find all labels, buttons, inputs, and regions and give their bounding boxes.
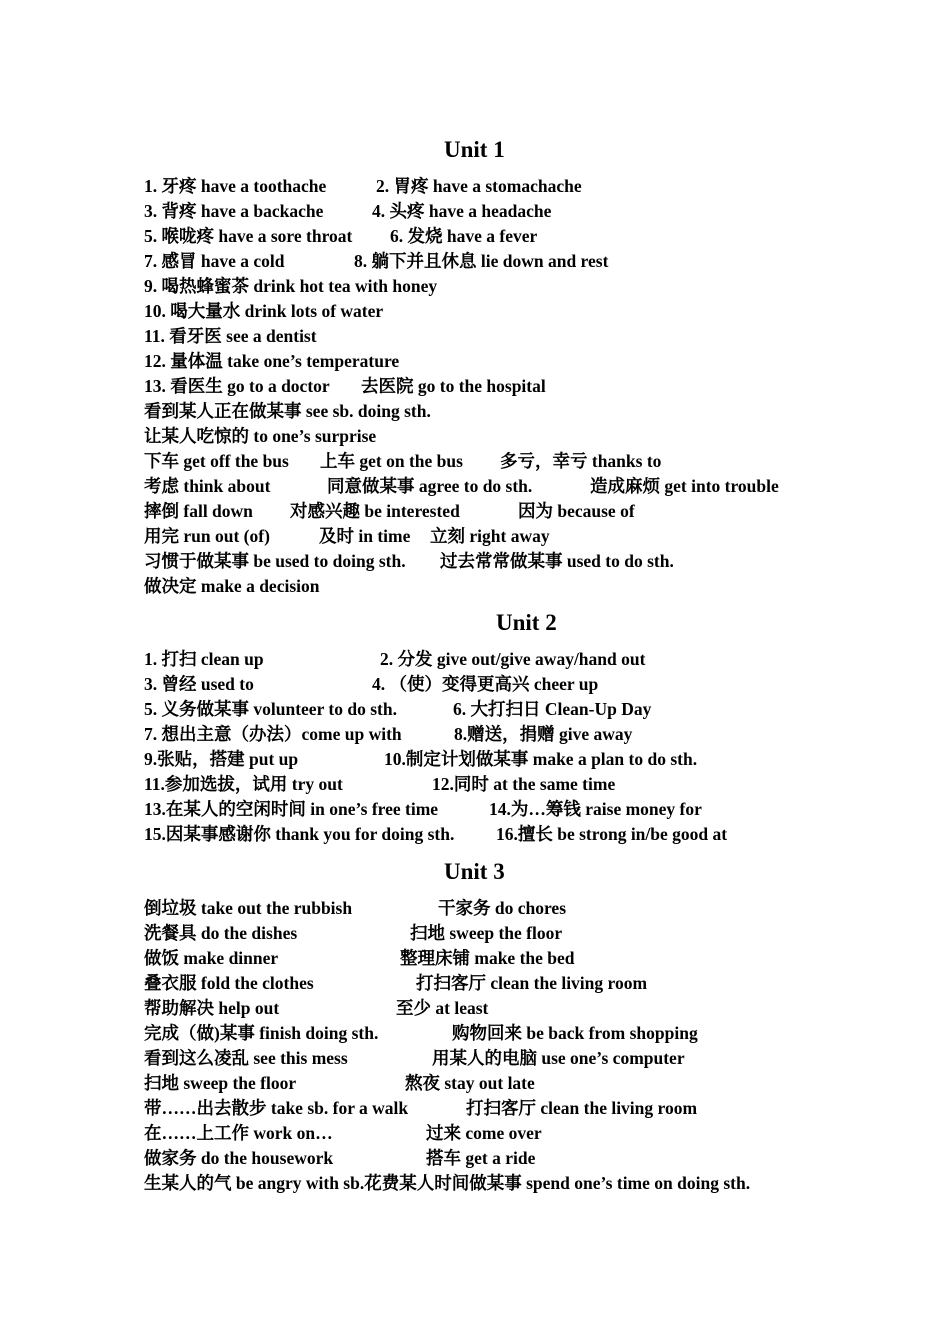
vocab-entry: 15.因某事感谢你 thank you for doing sth. (144, 824, 455, 844)
vocab-entry: 带……出去散步 take sb. for a walk (144, 1098, 409, 1118)
unit-3-title: Unit 3 (444, 859, 505, 884)
vocab-entry: 洗餐具 do the dishes (144, 923, 298, 943)
vocab-entry: 13.在某人的空闲时间 in one’s free time (144, 799, 439, 819)
vocab-entry: 5. 喉咙疼 have a sore throat (144, 226, 353, 246)
vocab-entry: 10. 喝大量水 drink lots of water (144, 301, 384, 321)
vocab-entry: 13. 看医生 go to a doctor (144, 376, 330, 396)
vocab-entry: 4. （使）变得更高兴 cheer up (372, 674, 599, 694)
vocab-entry: 立刻 right away (430, 526, 550, 546)
vocab-entry: 在……上工作 work on… (144, 1123, 333, 1143)
vocab-entry: 造成麻烦 get into trouble (590, 476, 779, 496)
vocab-entry: 7. 感冒 have a cold (144, 251, 285, 271)
vocab-entry: 10.制定计划做某事 make a plan to do sth. (384, 749, 698, 769)
vocab-entry: 做饭 make dinner (144, 948, 279, 968)
vocab-entry: 9. 喝热蜂蜜茶 drink hot tea with honey (144, 276, 438, 296)
vocab-entry: 倒垃圾 take out the rubbish (144, 898, 353, 918)
vocab-entry: 2. 胃疼 have a stomachache (376, 176, 582, 196)
vocab-entry: 至少 at least (396, 998, 489, 1018)
unit-2-title: Unit 2 (496, 610, 557, 635)
vocab-entry: 整理床铺 make the bed (400, 948, 575, 968)
vocab-entry: 11. 看牙医 see a dentist (144, 326, 317, 346)
vocab-entry: 因为 because of (518, 501, 635, 521)
vocab-entry: 6. 大打扫日 Clean-Up Day (453, 699, 652, 719)
vocab-entry: 购物回来 be back from shopping (452, 1023, 698, 1043)
vocab-entry: 4. 头疼 have a headache (372, 201, 552, 221)
vocab-entry: 12. 量体温 take one’s temperature (144, 351, 400, 371)
vocab-entry: 3. 曾经 used to (144, 674, 254, 694)
vocab-entry: 多亏，幸亏 thanks to (500, 451, 662, 471)
vocab-entry: 下车 get off the bus (144, 451, 289, 471)
vocab-entry: 同意做某事 agree to do sth. (327, 476, 533, 496)
vocab-entry: 8. 躺下并且休息 lie down and rest (354, 251, 609, 271)
vocab-entry: 过来 come over (426, 1123, 542, 1143)
vocab-entry: 9.张贴，搭建 put up (144, 749, 299, 769)
vocab-entry: 8.赠送，捐赠 give away (454, 724, 633, 744)
vocab-entry: 16.擅长 be strong in/be good at (496, 824, 728, 844)
vocab-entry: 打扫客厅 clean the living room (416, 973, 648, 993)
vocab-entry: 14.为…筹钱 raise money for (489, 799, 702, 819)
vocab-entry: 扫地 sweep the floor (410, 923, 563, 943)
vocab-entry: 熬夜 stay out late (405, 1073, 535, 1093)
vocab-entry: 7. 想出主意（办法）come up with (144, 724, 402, 744)
vocab-entry: 让某人吃惊的 to one’s surprise (144, 426, 377, 446)
vocab-entry: 12.同时 at the same time (432, 774, 616, 794)
vocab-entry: 看到某人正在做某事 see sb. doing sth. (144, 401, 431, 421)
vocab-entry: 帮助解决 help out (144, 998, 280, 1018)
vocab-entry: 扫地 sweep the floor (144, 1073, 297, 1093)
vocab-entry: 去医院 go to the hospital (361, 376, 546, 396)
unit-1-title: Unit 1 (444, 137, 505, 162)
vocab-entry: 干家务 do chores (438, 898, 567, 918)
vocab-entry: 摔倒 fall down (144, 501, 253, 521)
vocab-entry: 5. 义务做某事 volunteer to do sth. (144, 699, 397, 719)
vocab-entry: 3. 背疼 have a backache (144, 201, 324, 221)
vocab-entry: 叠衣服 fold the clothes (144, 973, 314, 993)
vocab-entry: 打扫客厅 clean the living room (466, 1098, 698, 1118)
vocab-entry: 做家务 do the housework (144, 1148, 334, 1168)
vocab-entry: 1. 牙疼 have a toothache (144, 176, 327, 196)
vocab-entry: 过去常常做某事 used to do sth. (440, 551, 674, 571)
vocab-entry: 用某人的电脑 use one’s computer (432, 1048, 685, 1068)
vocab-entry: 考虑 think about (144, 476, 271, 496)
vocab-entry: 完成（做)某事 finish doing sth. (144, 1023, 379, 1043)
vocab-entry: 上车 get on the bus (320, 451, 463, 471)
vocab-entry: 搭车 get a ride (426, 1148, 536, 1168)
vocab-entry: 做决定 make a decision (144, 576, 320, 596)
vocab-entry: 11.参加选拔，试用 try out (144, 774, 343, 794)
vocab-entry: 习惯于做某事 be used to doing sth. (144, 551, 406, 571)
vocab-entry: 6. 发烧 have a fever (390, 226, 538, 246)
vocab-entry: 对感兴趣 be interested (290, 501, 460, 521)
vocab-entry: 看到这么凌乱 see this mess (144, 1048, 348, 1068)
vocab-entry: 用完 run out (of) (144, 526, 270, 546)
vocab-entry: 生某人的气 be angry with sb.花费某人时间做某事 spend one’s time on doing sth. (144, 1173, 751, 1193)
vocab-entry: 1. 打扫 clean up (144, 649, 264, 669)
vocab-entry: 及时 in time (319, 526, 411, 546)
vocab-entry: 2. 分发 give out/give away/hand out (380, 649, 646, 669)
